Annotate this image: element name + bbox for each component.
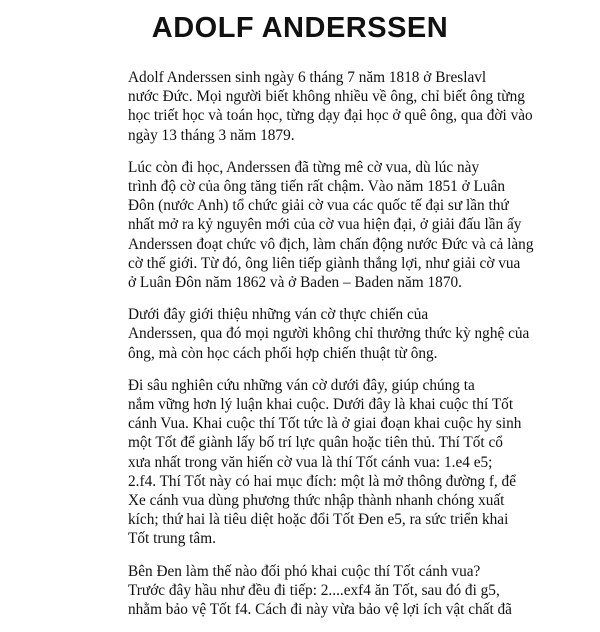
text-line: Anderssen, qua đó mọi người không chỉ thưởng thức kỳ nghệ của (128, 325, 530, 343)
text-line: kích; thứ hai là tiêu diệt hoặc đổi Tốt Đen e5, ra sức triển khai (128, 511, 509, 529)
text-line: nhất mở ra kỷ nguyên mới của cờ vua hiện đại, ở giải đấu lần ấy (128, 216, 522, 234)
paragraph-introduction (88, 305, 540, 363)
text-line: nhằm bảo vệ Tốt f4. Cách đi này vừa bảo vệ lợi ích vật chất đã (128, 601, 512, 619)
text-line: nắm vững hơn lý luận khai cuộc. Dưới đây là khai cuộc thí Tốt (128, 396, 514, 414)
text-line: xưa nhất trong văn hiến cờ vua là thí Tốt cánh vua: 1.e4 e5; (128, 453, 493, 471)
text-line: Adolf Anderssen sinh ngày 6 tháng 7 năm 1818 ở Breslavl (128, 69, 487, 86)
text-line: nước Đức. Mọi người biết không nhiều về ông, chỉ biết ông từng (128, 88, 525, 106)
text-line: Đi sâu nghiên cứu những ván cờ dưới đây, giúp chúng ta (128, 376, 475, 394)
paragraph-biography (88, 68, 540, 145)
text-line: Anderssen đoạt chức vô địch, làm chấn động nước Đức và cả làng (128, 235, 534, 253)
page-title: ADOLF ANDERSSEN (151, 12, 449, 44)
text-line: Dưới đây giới thiệu những ván cờ thực chiến của (128, 306, 429, 324)
paragraph-career (88, 158, 540, 292)
text-line: Đôn (nước Anh) tổ chức giải cờ vua các quốc tế đại sư lần thứ (128, 197, 509, 215)
text-line: Xe cánh vua dùng phương thức nhập thành nhanh chóng xuất (128, 492, 505, 510)
text-line: Bên Đen làm thế nào đối phó khai cuộc thí Tốt cánh vua? (128, 562, 481, 580)
text-line: cánh Vua. Khai cuộc thí Tốt tức là ở giai đoạn khai cuộc hy sinh (128, 415, 522, 433)
paragraph-kings-gambit (88, 376, 540, 549)
text-line: cờ thế giới. Từ đó, ông liên tiếp giành thắng lợi, như giải cờ vua (128, 254, 521, 272)
text-line: 2.f4. Thí Tốt này có hai mục đích: một là mở thông đường f, để (128, 472, 516, 490)
text-line: Trước đây hầu như đều đi tiếp: 2....exf4 ăn Tốt, sau đó đi g5, (128, 581, 500, 599)
text-line: trình độ cờ của ông tăng tiến rất chậm. Vào năm 1851 ở Luân (128, 178, 505, 196)
body-text (88, 68, 540, 632)
text-line: học triết học và toán học, từng dạy đại học ở quê ông, qua đời vào (128, 107, 533, 125)
text-line: ở Luân Đôn năm 1862 và ở Baden – Baden năm 1870. (128, 274, 462, 292)
text-line: ngày 13 tháng 3 năm 1879. (128, 126, 295, 144)
text-line: một Tốt để giành lấy bố trí lực quân hoặc tiên thủ. Thí Tốt cổ (128, 434, 503, 452)
text-line: Tốt trung tâm. (128, 530, 216, 548)
text-line: ông, mà còn học cách phối hợp chiến thuật từ ông. (128, 344, 438, 362)
paragraph-black-response (88, 562, 540, 620)
text-line: Lúc còn đi học, Anderssen đã từng mê cờ vua, dù lúc này (128, 158, 480, 176)
